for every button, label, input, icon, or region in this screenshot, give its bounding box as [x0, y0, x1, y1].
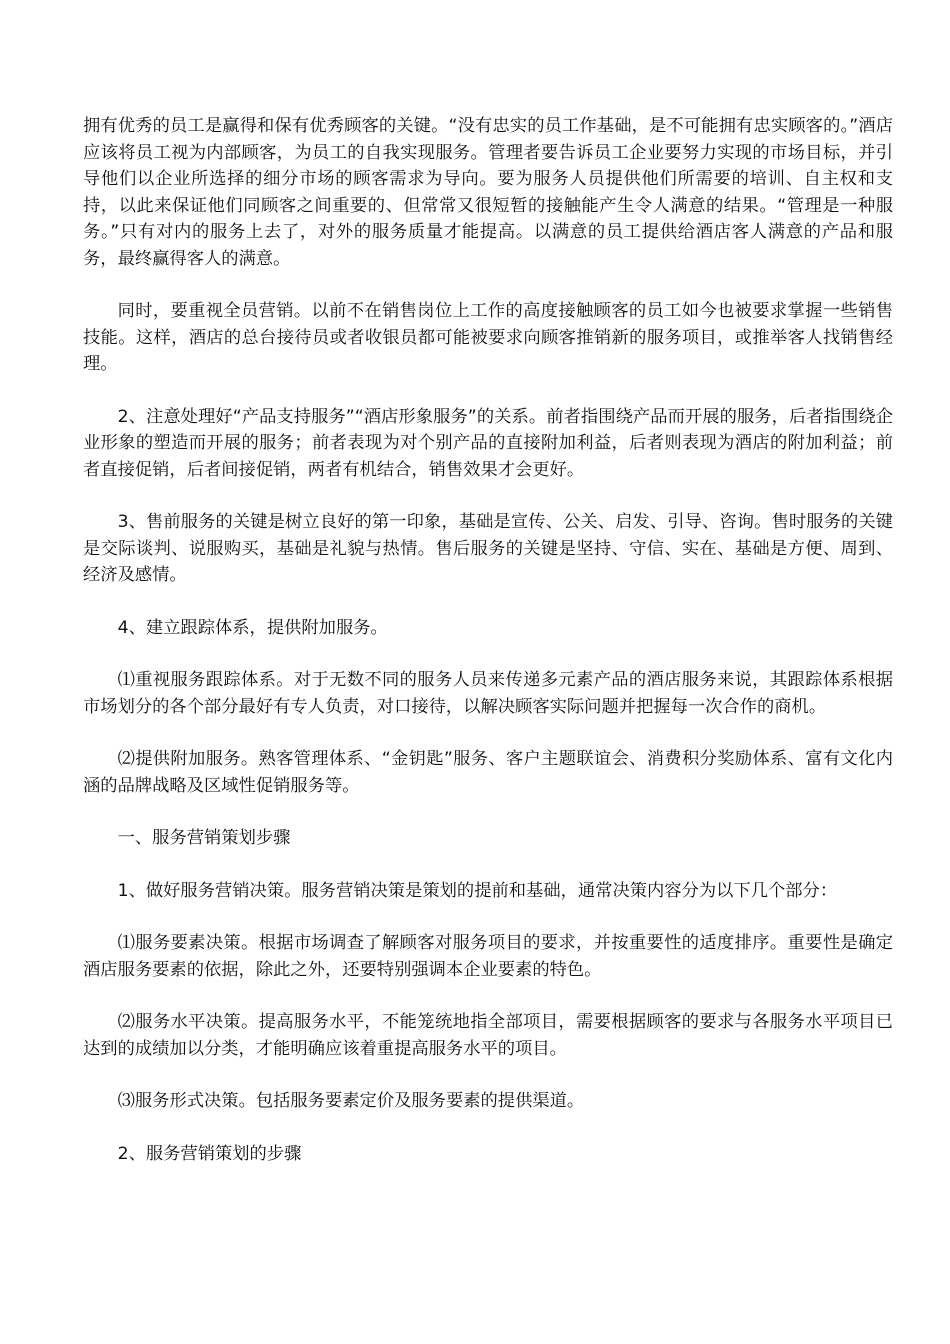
paragraph-step-1: 1、做好服务营销决策。服务营销决策是策划的提前和基础，通常决策内容分为以下几个部分： — [117, 880, 838, 901]
paragraph-step-1-1: ⑴服务要素决策。根据市场调查了解顾客对服务项目的要求，并按重要性的适度排序。重要性是确定酒店服务要素的依据，除此之外，还要特别强调本企业要素的特色。 — [83, 933, 893, 980]
paragraph-item-3: 3、售前服务的关键是树立良好的第一印象，基础是宣传、公关、启发、引导、咨询。售时服务的关键是交际谈判、说服购买，基础是礼貌与热情。售后服务的关键是坚持、守信、实在、基础是方便、周到、经济及感情。 — [83, 512, 893, 585]
paragraph-employees: 拥有优秀的员工是赢得和保有优秀顾客的关键。“没有忠实的员工作基础，是不可能拥有忠实顾客的。”酒店应该将员工视为内部顾客，为员工的自我实现服务。管理者要告诉员工企业要努力实现的市场目标，并引导他们以企业所选择的细分市场的顾客需求为导向。要为服务人员提供他们所需要的培训、自主权和支持，以此来保证他们同顾客之间重要的、但常常又很短暂的接触能产生令人满意的结果。“管理是一种服务。”只有对内的服务上去了，对外的服务质量才能提高。以满意的员工提供给酒店客人满意的产品和服务，最终赢得客人的满意。 — [83, 116, 893, 269]
paragraph-item-4: 4、建立跟踪体系，提供附加服务。 — [117, 617, 388, 638]
paragraph-item-4-1: ⑴重视服务跟踪体系。对于无数不同的服务人员来传递多元素产品的酒店服务来说，其跟踪体系根据市场划分的各个部分最好有专人负责，对口接待，以解决顾客实际问题并把握每一次合作的商机。 — [83, 670, 893, 717]
paragraph-item-2: 2、注意处理好“产品支持服务”“酒店形象服务”的关系。前者指围绕产品而开展的服务，后者指围绕企业形象的塑造而开展的服务；前者表现为对个别产品的直接附加利益，后者则表现为酒店的附加利益；前者直接促销，后者间接促销，两者有机结合，销售效果才会更好。 — [83, 406, 893, 480]
paragraph-item-4-2: ⑵提供附加服务。熟客管理体系、“金钥匙”服务、客户主题联谊会、消费积分奖励体系、富有文化内涵的品牌战略及区域性促销服务等。 — [83, 749, 893, 796]
paragraph-step-1-3: ⑶服务形式决策。包括服务要素定价及服务要素的提供渠道。 — [117, 1091, 585, 1111]
paragraph-step-1-2: ⑵服务水平决策。提高服务水平，不能笼统地指全部项目，需要根据顾客的要求与各服务水平项目已达到的成绩加以分类，才能明确应该着重提高服务水平的项目。 — [83, 1012, 893, 1059]
document-body — [83, 113, 893, 1193]
paragraph-all-staff-marketing: 同时，要重视全员营销。以前不在销售岗位上工作的高度接触顾客的员工如今也被要求掌握一些销售技能。这样，酒店的总台接待员或者收银员都可能被要求向顾客推销新的服务项目，或推举客人找销售经理。 — [83, 301, 893, 374]
paragraph-step-2: 2、服务营销策划的步骤 — [117, 1143, 302, 1164]
section-heading-planning-steps: 一、服务营销策划步骤 — [117, 828, 291, 848]
